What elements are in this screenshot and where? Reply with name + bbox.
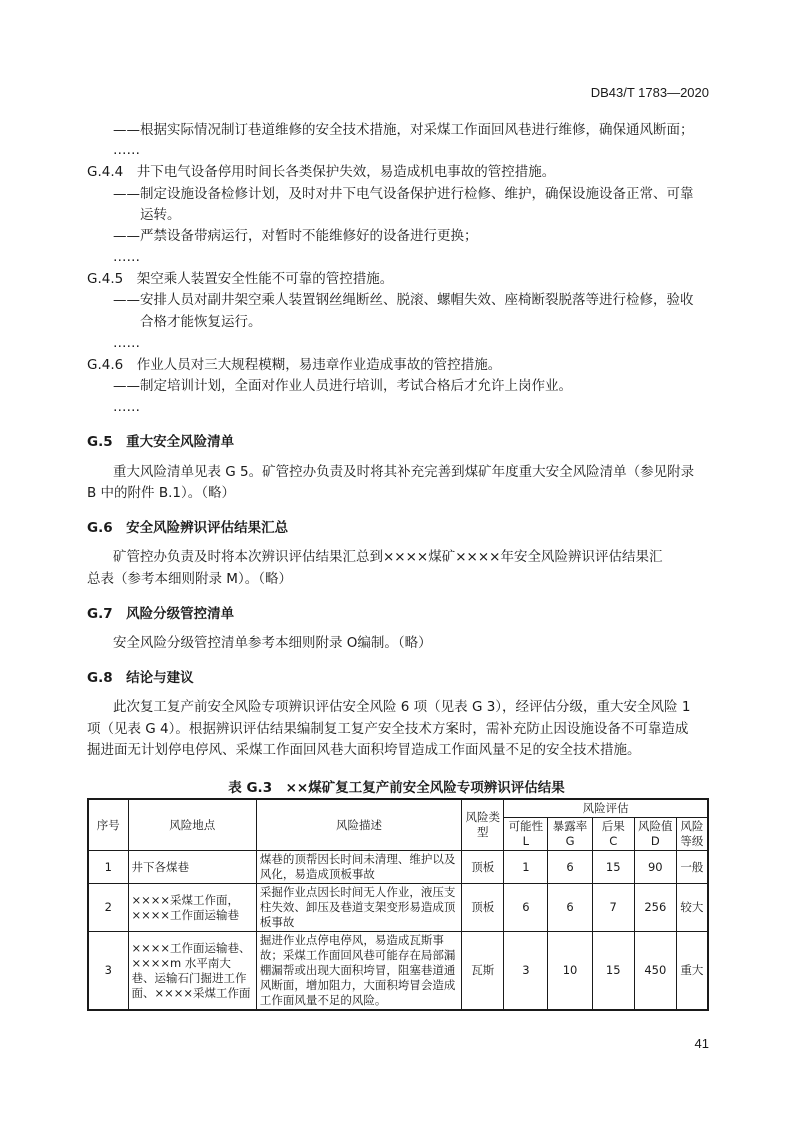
ellipsis: …… bbox=[113, 399, 140, 415]
cell-seq: 2 bbox=[88, 884, 128, 932]
cell-c: 15 bbox=[592, 932, 634, 1011]
header-seq: 序号 bbox=[88, 799, 128, 851]
cell-l: 1 bbox=[504, 851, 548, 884]
header-exposure-code: G bbox=[565, 834, 575, 848]
paragraph-continued: 掘进面无计划停电停风、采煤工作面回风巷大面积垮冒造成工作面风量不足的安全技术措施。 bbox=[87, 742, 641, 758]
table-caption: 表 G.3 ××煤矿复工复产前安全风险专项辨识评估结果 bbox=[228, 780, 565, 796]
cell-type: 顶板 bbox=[462, 851, 504, 884]
cell-l: 3 bbox=[504, 932, 548, 1011]
cell-level: 一般 bbox=[676, 851, 708, 884]
cell-d: 450 bbox=[634, 932, 676, 1011]
header-likelihood-label: 可能性 bbox=[508, 819, 544, 833]
cell-description: 掘进作业点停电停风，易造成瓦斯事故；采煤工作面回风巷可能存在局部漏棚漏帮或出现大面积垮冒，阻塞巷道通风断面，增加阻力，大面积垮冒会造成工作面风量不足的风险。 bbox=[256, 932, 461, 1011]
cell-g: 10 bbox=[548, 932, 592, 1011]
measure-text: ——安排人员对副井架空乘人装置钢丝绳断丝、脱滚、螺帽失效、座椅断裂脱落等进行检修，验收 bbox=[113, 292, 694, 308]
cell-g: 6 bbox=[548, 851, 592, 884]
cell-c: 7 bbox=[592, 884, 634, 932]
cell-c: 15 bbox=[592, 851, 634, 884]
cell-d: 256 bbox=[634, 884, 676, 932]
cell-location: 井下各煤巷 bbox=[128, 851, 256, 884]
section-heading-g7: G.7 风险分级管控清单 bbox=[87, 606, 235, 622]
paragraph-continued: B 中的附件 B.1）。（略） bbox=[87, 485, 235, 501]
header-risk-value-code: D bbox=[650, 834, 660, 848]
table-row bbox=[88, 884, 708, 932]
measure-text: ——严禁设备带病运行，对暂时不能维修好的设备进行更换； bbox=[113, 228, 478, 244]
measure-text: ——制定培训计划，全面对作业人员进行培训，考试合格后才允许上岗作业。 bbox=[113, 378, 572, 394]
header-risk-type: 风险类型 bbox=[462, 799, 504, 851]
header-risk-value-label: 风险值 bbox=[638, 819, 673, 833]
clause-g-4-5: G.4.5 架空乘人装置安全性能不可靠的管控措施。 bbox=[87, 271, 394, 287]
header-exposure bbox=[548, 818, 592, 851]
paragraph-continued: 项（见表 G 4）。根据辨识评估结果编制复工复产安全技术方案时，需补充防止因设施设备不可靠造成 bbox=[87, 721, 689, 737]
measure-text-continued: 合格才能恢复运行。 bbox=[140, 314, 262, 330]
header-location: 风险地点 bbox=[128, 799, 256, 851]
cell-description: 采掘作业点因长时间无人作业，液压支柱失效、卸压及巷道支架变形易造成顶板事故 bbox=[256, 884, 461, 932]
header-risk-level: 风险等级 bbox=[676, 818, 708, 851]
header-description: 风险描述 bbox=[256, 799, 461, 851]
header-evaluation: 风险评估 bbox=[504, 799, 708, 818]
risk-assessment-table bbox=[87, 798, 709, 1011]
header-likelihood-code: L bbox=[522, 834, 530, 848]
cell-level: 重大 bbox=[676, 932, 708, 1011]
cell-l: 6 bbox=[504, 884, 548, 932]
header-consequence-label: 后果 bbox=[601, 819, 625, 833]
section-heading-g8: G.8 结论与建议 bbox=[87, 670, 194, 686]
paragraph: 重大风险清单见表 G 5。矿管控办负责及时将其补充完善到煤矿年度重大安全风险清单（参见附录 bbox=[113, 464, 695, 480]
section-heading-g6: G.6 安全风险辨识评估结果汇总 bbox=[87, 520, 289, 536]
cell-seq: 3 bbox=[88, 932, 128, 1011]
cell-d: 90 bbox=[634, 851, 676, 884]
table-row bbox=[88, 932, 708, 1011]
header-consequence bbox=[592, 818, 634, 851]
header-likelihood bbox=[504, 818, 548, 851]
ellipsis: …… bbox=[113, 335, 140, 351]
cell-level: 较大 bbox=[676, 884, 708, 932]
ellipsis: …… bbox=[113, 249, 140, 265]
paragraph: 安全风险分级管控清单参考本细则附录 O编制。（略） bbox=[113, 635, 432, 651]
cell-type: 顶板 bbox=[462, 884, 504, 932]
cell-description: 煤巷的顶帮因长时间未清理、维护以及风化，易造成顶板事故 bbox=[256, 851, 461, 884]
page-number: 41 bbox=[694, 1036, 709, 1051]
standard-number: DB43/T 1783—2020 bbox=[590, 85, 709, 100]
paragraph: 此次复工复产前安全风险专项辨识评估安全风险 6 项（见表 G 3），经评估分级，重大安全风险 1 bbox=[113, 699, 691, 715]
header-risk-value bbox=[634, 818, 676, 851]
cell-location: ××××采煤工作面，××××工作面运输巷 bbox=[128, 884, 256, 932]
header-consequence-code: C bbox=[609, 834, 618, 848]
section-heading-g5: G.5 重大安全风险清单 bbox=[87, 434, 235, 450]
cell-location: ××××工作面运输巷、××××m 水平南大巷、运输石门掘进工作面、××××采煤工作面 bbox=[128, 932, 256, 1011]
ellipsis: …… bbox=[113, 142, 140, 158]
clause-g-4-4: G.4.4 井下电气设备停用时间长各类保护失效，易造成机电事故的管控措施。 bbox=[87, 164, 556, 180]
measure-text: ——制定设施设备检修计划，及时对井下电气设备保护进行检修、维护，确保设施设备正常、可靠 bbox=[113, 186, 694, 202]
table-row bbox=[88, 851, 708, 884]
measure-text: ——根据实际情况制订巷道维修的安全技术措施，对采煤工作面回风巷进行维修，确保通风断面； bbox=[113, 122, 694, 138]
paragraph: 矿管控办负责及时将本次辨识评估结果汇总到××××煤矿××××年安全风险辨识评估结果汇 bbox=[113, 549, 663, 565]
clause-g-4-6: G.4.6 作业人员对三大规程模糊，易违章作业造成事故的管控措施。 bbox=[87, 357, 502, 373]
paragraph-continued: 总表（参考本细则附录 M）。（略） bbox=[87, 571, 292, 587]
cell-seq: 1 bbox=[88, 851, 128, 884]
measure-text-continued: 运转。 bbox=[140, 207, 181, 223]
cell-type: 瓦斯 bbox=[462, 932, 504, 1011]
cell-g: 6 bbox=[548, 884, 592, 932]
header-exposure-label: 暴露率 bbox=[552, 819, 588, 833]
